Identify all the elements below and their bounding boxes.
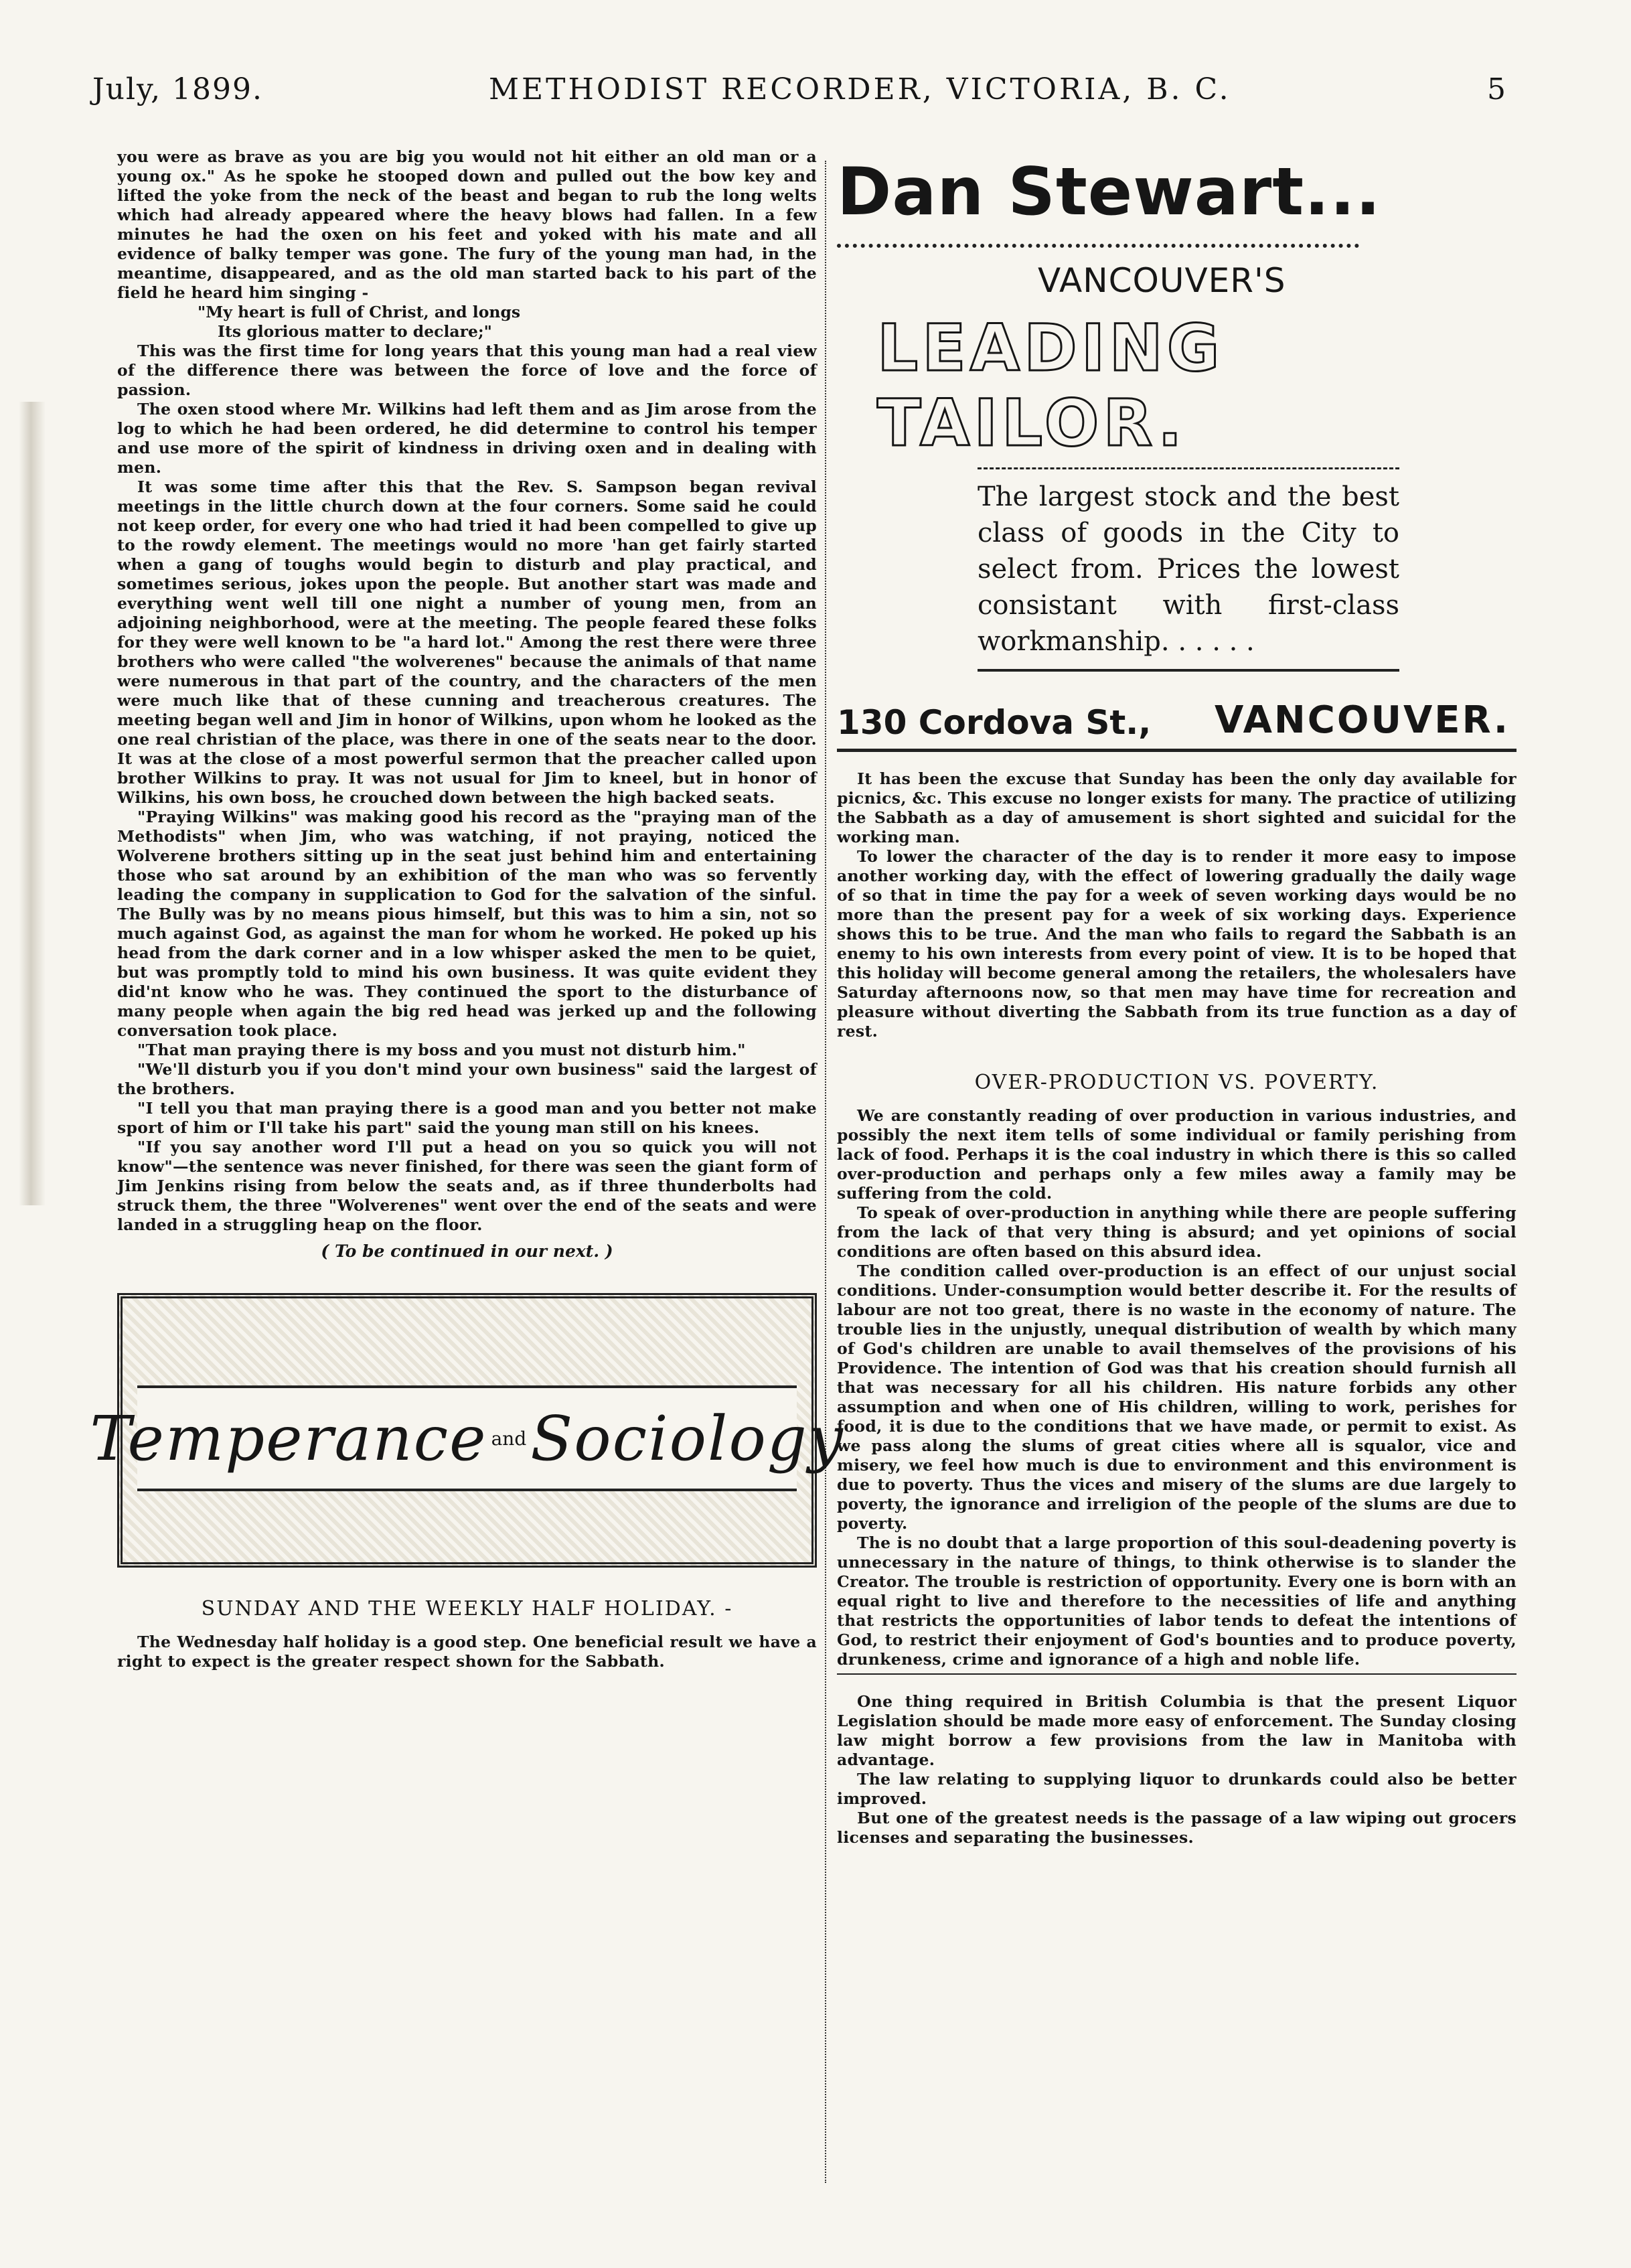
article-paragraph: We are constantly reading of over production in various industries, and possibly the next item tells of some individual or family perishing from lack of food. Perhaps it is the coal industry in which there is this so called over-production and perhaps only a few miles away a family may be suffering from the cold. <box>837 1106 1517 1203</box>
article-paragraph: The law relating to supplying liquor to drunkards could also be better improved. <box>837 1770 1517 1808</box>
article-paragraph: It has been the excuse that Sunday has been the only day available for picnics, &c. This excuse no longer exists for many. The practice of utilizing the Sabbath as a day of amusement is short sighted and suicidal for the working man. <box>837 769 1517 846</box>
banner-word: Temperance <box>90 1402 487 1475</box>
right-articles <box>837 769 1517 1847</box>
right-column <box>837 147 1517 1847</box>
ad-business-name: Dan Stewart... <box>837 154 1381 230</box>
story-paragraph: This was the first time for long years that this young man had a real view of the difference there was between the force of love and the force of passion. <box>117 342 817 399</box>
article-divider <box>837 1673 1517 1675</box>
banner-and: and <box>491 1427 527 1450</box>
column-divider <box>825 161 826 2183</box>
tailor-advertisement <box>837 154 1517 752</box>
story-paragraph: It was some time after this that the Rev. S. Sampson began revival meetings in the little church down at the four corners. Some said he could not keep order, for every one who had tried it had been compelled to give up to the rowdy element. The meetings would no more 'han get fairly started when a gang of toughs would begin to disturb and play practical, and sometimes serious, jokes upon the people. But another start was made and everything went well till one night a number of young men, from an adjoining neighborhood, were at the meeting. The people feared these folks for they were well known to be "a hard lot." Among the rest there were three brothers who were called "the wolverenes" because the animals of that name were numerous in that part of the country, and the characters of the men were much like that of these cunning and treacherous creatures. The meeting began well and Jim in honor of Wilkins, upon whom he looked as the one real christian of the place, was there in one of the seats near to the door. It was at the close of a most powerful sermon that the preacher called upon brother Wilkins to pray. It was not usual for Jim to kneel, but in honor of Wilkins, his own boss, he crouched down between the high backed seats. <box>117 477 817 807</box>
story-paragraph: "If you say another word I'll put a head on you so quick you will not know"—the sentence was never finished, for there was seen the giant form of Jim Jenkins rising from below the seats and, as if three thunderbolts had struck them, the three "Wolverenes" went over the end of the seats and were landed in a struggling heap on the floor. <box>117 1138 817 1234</box>
page-edge-shadow <box>19 402 46 1205</box>
banner-title-band <box>90 1385 844 1491</box>
continued-note: ( To be continued in our next. ) <box>321 1241 613 1261</box>
article-paragraph: The Wednesday half holiday is a good step. One beneficial result we have a right to expect is the greater respect shown for the Sabbath. <box>117 1633 817 1671</box>
story-paragraph: you were as brave as you are big you would not hit either an old man or a young ox." As he spoke he stooped down and pulled out the bow key and lifted the yoke from the neck of the beast and began to rub the long welts which had already appeared where the heavy blows had fallen. In a few minutes he had the oxen on his feet and yoked with his mate and all evidence of balky temper was gone. The fury of the young man had, in the meantime, disappeared, and as the old man started back to his part of the field he heard him singing - <box>117 147 817 302</box>
ad-ornament-rule <box>837 234 1359 248</box>
publication-title: METHODIST RECORDER, VICTORIA, B. C. <box>489 72 1231 106</box>
ad-description-box <box>978 467 1399 672</box>
hymn-verse <box>198 303 817 342</box>
story-paragraph: "I tell you that man praying there is a good man and you better not make sport of him or I'll take his part" said the young man still on his knees. <box>117 1099 817 1137</box>
story-paragraph: "We'll disturb you if you don't mind your own business" said the largest of the brothers. <box>117 1060 817 1098</box>
article-paragraph: To speak of over-production in anything while there are people suffering from the lack of that very thing is absurd; and yet opinions of social conditions are often based on this absurd idea. <box>837 1203 1517 1261</box>
article-paragraph: The is no doubt that a large proportion of this soul-deadening poverty is unnecessary in the nature of things, to think otherwise is to slander the Creator. The trouble is restriction of opportunity. Every one is born with an equal right to live and therefore to the necessities of life and anything that restricts the opportunities of labor tends to defeat the intentions of God, to restrict their enjoyment of God's bounties and to produce poverty, drunkeness, crime and ignorance of a high and noble life. <box>837 1533 1517 1669</box>
banner-word: Sociology <box>530 1402 844 1475</box>
article-paragraph: One thing required in British Columbia is that the present Liquor Legislation should be made more easy of enforcement. The Sunday closing law might borrow a few provisions from the law in Manitoba with advantage. <box>837 1692 1517 1769</box>
ad-address-city: VANCOUVER. <box>1215 698 1510 742</box>
story-paragraph: "Praying Wilkins" was making good his record as the "praying man of the Methodists" when Jim, who was watching, if not praying, noticed the Wolverene brothers sitting up in the seat just behind him and entertaining those who sat around by an exhibition of the man who was so fervently leading the company in supplication to God for the salvation of the sinful. The Bully was by no means pious himself, but this was to him a sin, not so much against God, as against the man for whom he worked. He poked up his head from the dark corner and in a low whisper asked the men to be quiet, but was promptly told to mind his own business. It was quite evident they did'nt know who he was. They continued the sport to the disturbance of many people when again the big red head was jerked up and the following conversation took place. <box>117 808 817 1040</box>
ad-city: VANCOUVER'S <box>1038 261 1286 300</box>
story-paragraph: The oxen stood where Mr. Wilkins had left them and as Jim arose from the log to which he had been ordered, he did determine to control his temper and use more of the spirit of kindness in driving oxen and in dealing with men. <box>117 400 817 477</box>
article-paragraph: The condition called over-production is an effect of our unjust social conditions. Under-consumption would better describe it. For the results of labour are not too great, there is no waste in the economy of nature. The trouble lies in the unjustly, unequal distribution of wealth by which many of God's children are unable to avail themselves of the provisions of his Providence. The intention of God was that his creation should furnish all that was necessary for all his children. His nature forbids any other assumption and when one of His children, willing to work, perishes for food, it is due to the conditions that we have made, or permit to exist. As we pass along the slums of great cities where all is squalor, vice and misery, we feel how much is due to environment and this environment is due to poverty. Thus the vices and misery of the slums are due largely to poverty, the ignorance and irreligion of the people of the slums are due to poverty. <box>837 1262 1517 1533</box>
article-paragraph: But one of the greatest needs is the passage of a law wiping out grocers licenses and separating the businesses. <box>837 1809 1517 1847</box>
section-banner <box>90 1293 844 1568</box>
page-number: 5 <box>1487 72 1507 106</box>
article-paragraph: To lower the character of the day is to render it more easy to impose another working day, with the effect of lowering gradually the daily wage of so that in time the pay for a week of seven working days would be no more than the present pay for a week of six working days. Experience shows this to be true. And the man who fails to regard the Sabbath is an enemy to his own interests from every point of view. It is to be hoped that this holiday will become general among the retailers, the wholesalers have Saturday afternoons now, so that men may have time for recreation and pleasure without diverting the Sabbath from its true function as a day of rest. <box>837 847 1517 1041</box>
ad-street-address: 130 Cordova St., <box>837 703 1152 742</box>
story-paragraph: "That man praying there is my boss and you must not disturb him." <box>137 1041 746 1059</box>
ad-address-line <box>837 698 1517 752</box>
issue-date: July, 1899. <box>92 72 263 106</box>
ad-tagline: LEADING TAILOR. <box>877 311 1224 461</box>
section-heading: SUNDAY AND THE WEEKLY HALF HOLIDAY. - <box>201 1597 733 1620</box>
left-column <box>90 147 844 1671</box>
page-header <box>0 72 1631 119</box>
ad-description: The largest stock and the best class of goods in the City to select from. Prices the lowest consistant with first-class workmanship. . . . . . <box>978 481 1399 657</box>
verse-line: "My heart is full of Christ, and longs <box>198 303 521 321</box>
section-heading: OVER-PRODUCTION VS. POVERTY. <box>974 1071 1379 1094</box>
verse-line: Its glorious matter to declare;" <box>218 322 492 341</box>
